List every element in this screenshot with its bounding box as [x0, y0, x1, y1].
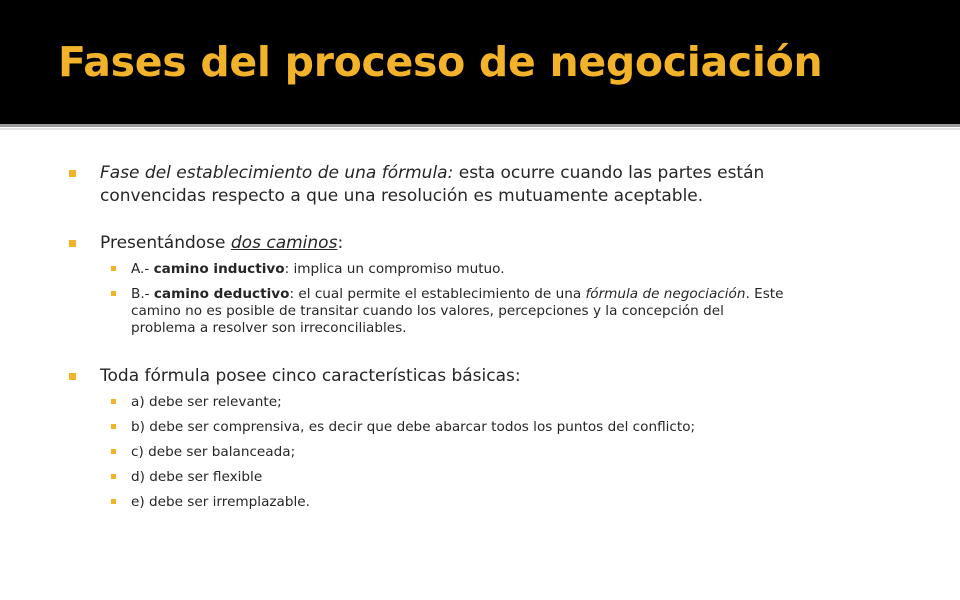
sub-bullet-line3: problema a resolver son irreconciliables.	[131, 320, 407, 336]
bullet-text: esta ocurre cuando las partes están	[453, 163, 765, 183]
sub-bullet-prefix: B.-	[131, 286, 154, 302]
sub-bullet-marker	[111, 291, 116, 296]
sub-bullet-line2: camino no es posible de transitar cuando los valores, percepciones y la concepción del	[131, 303, 724, 319]
bullet-marker	[69, 373, 76, 380]
sub-bullet-marker	[111, 449, 116, 454]
sub-bullet-relevant: a) debe ser relevante;	[131, 394, 282, 410]
bullet-colon: :	[337, 233, 344, 253]
bullet-underlined-text: dos caminos	[230, 233, 338, 253]
sub-bullet-comprehensive: b) debe ser comprensiva, es decir que debe abarcar todos los puntos del conflicto;	[131, 419, 696, 435]
sub-bullet-marker	[111, 424, 116, 429]
sub-bullet-marker	[111, 499, 116, 504]
sub-bullet-marker	[111, 474, 116, 479]
bullet-text: Toda fórmula posee cinco características básicas:	[100, 366, 521, 386]
sub-bullet-text-end: . Este	[745, 286, 784, 302]
bullet-five-characteristics	[100, 365, 521, 388]
sub-bullet-marker	[111, 266, 116, 271]
sub-bullet-marker	[111, 399, 116, 404]
bullet-formula-phase	[100, 162, 764, 208]
sub-bullet-text: : implica un compromiso mutuo.	[284, 261, 505, 277]
bullet-emphasis: Fase del establecimiento de una fórmula:	[100, 163, 454, 183]
sub-bullet-irreplaceable: e) debe ser irremplazable.	[131, 494, 310, 510]
sub-bullet-bold: camino inductivo	[153, 261, 285, 277]
sub-bullet-flexible: d) debe ser flexible	[131, 469, 263, 485]
sub-bullet-text: : el cual permite el establecimiento de una	[289, 286, 586, 302]
bullet-marker	[69, 170, 76, 177]
slide-title: Fases del proceso de negociación	[58, 38, 823, 86]
bullet-marker	[69, 240, 76, 247]
bullet-text-line2: convencidas respecto a que una resolución es mutuamente aceptable.	[100, 186, 704, 206]
sub-bullet-inductive	[131, 261, 505, 278]
bullet-two-paths	[100, 232, 343, 255]
sub-bullet-bold: camino deductivo	[153, 286, 290, 302]
sub-bullet-deductive	[131, 286, 783, 337]
sub-bullet-prefix: A.-	[131, 261, 154, 277]
sub-bullet-balanced: c) debe ser balanceada;	[131, 444, 296, 460]
bullet-text: Presentándose	[100, 233, 231, 253]
sub-bullet-emphasis: fórmula de negociación	[585, 286, 746, 302]
